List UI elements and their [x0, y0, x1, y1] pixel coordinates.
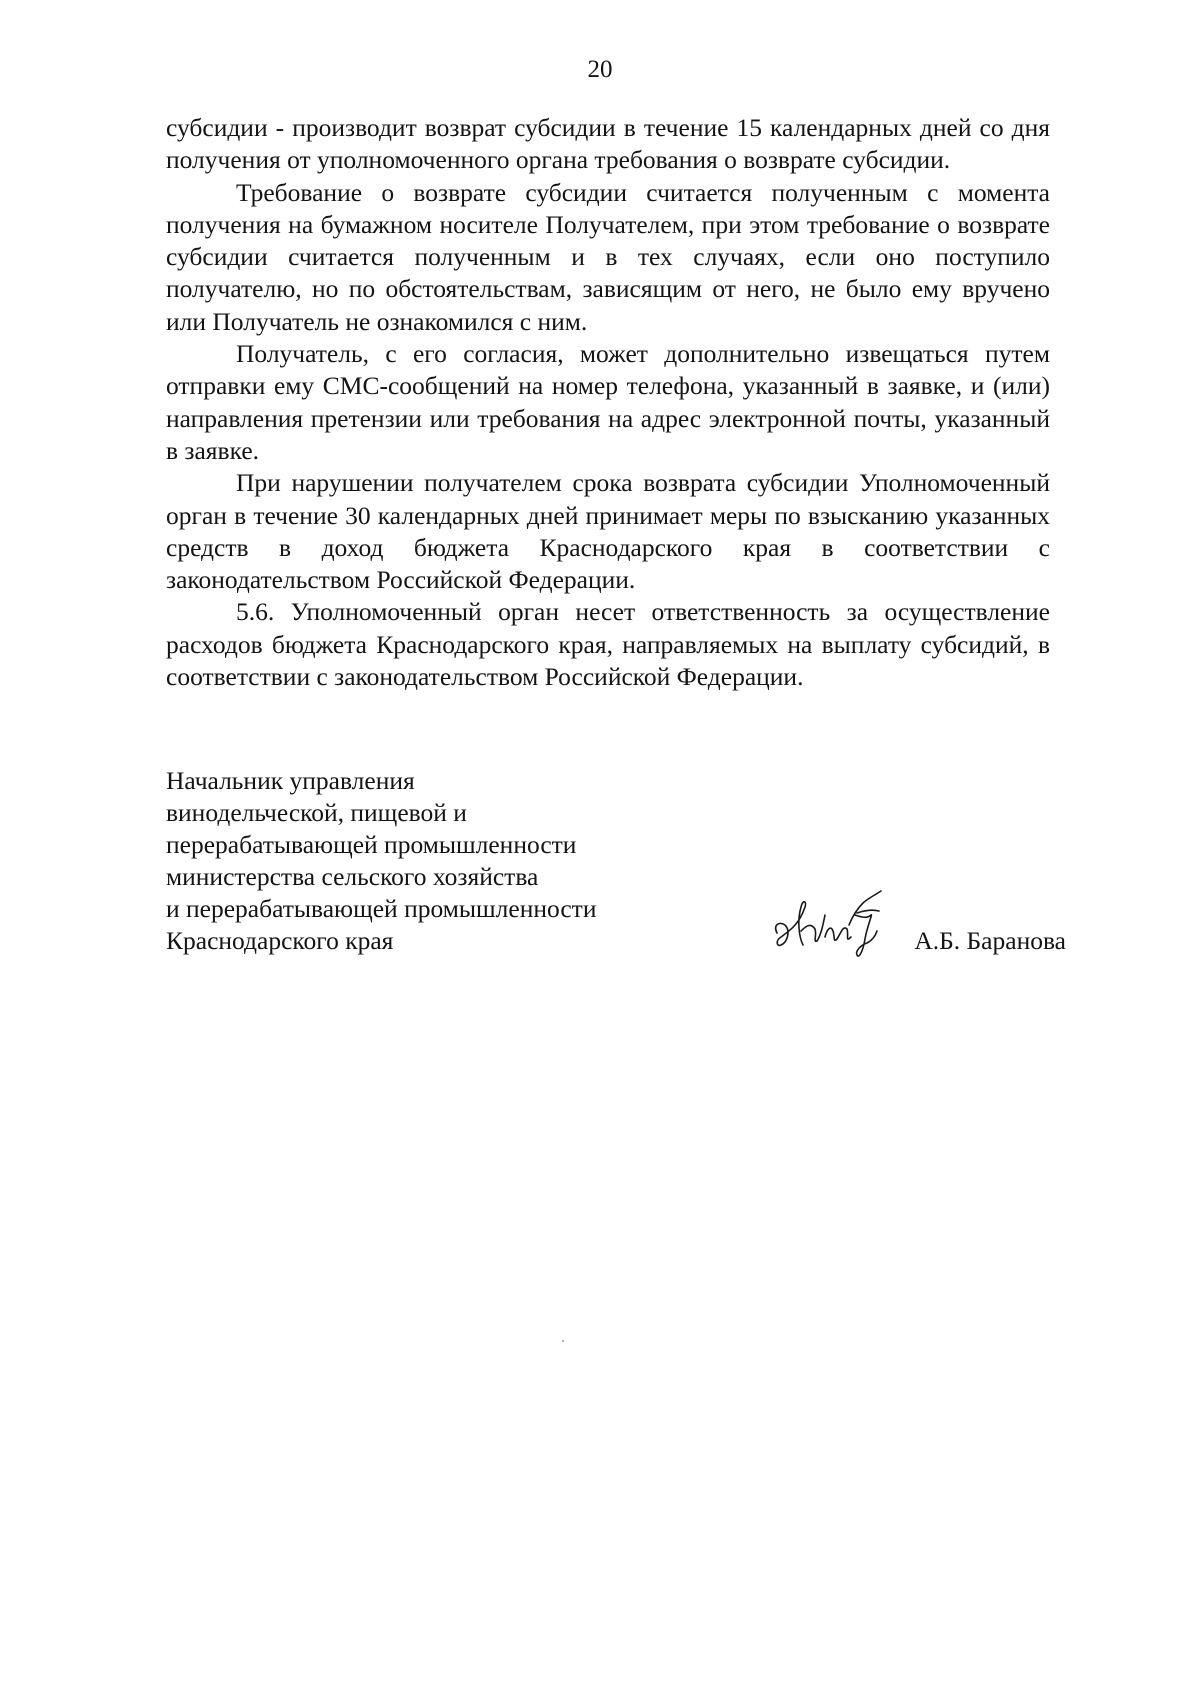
- signer-name: А.Б. Баранова: [914, 926, 1066, 955]
- signer-position-line: винодельческой, пищевой и: [166, 798, 467, 827]
- signer-position-line: Краснодарского края: [166, 926, 394, 955]
- handwritten-signature: [771, 885, 901, 965]
- signature-block: [166, 765, 1066, 965]
- scan-speck: [562, 1340, 564, 1342]
- page-number: 20: [587, 56, 613, 83]
- paragraph-continuation: субсидии - производит возврат субсидии в течение 15 календарных дней со дня получения от уполномоченного органа требования о возврате субсидии.: [166, 113, 1050, 175]
- signer-position-line: Начальник управления: [166, 766, 415, 795]
- paragraph-sms-notification: Получатель, с его согласия, может дополнительно извещаться путем отправки ему СМС-сообщений на номер телефона, указанный в заявке, и (или) направления претензии или требования на адрес электронной почты, указанный в заявке.: [166, 339, 1050, 465]
- document-body: [166, 112, 1050, 693]
- paragraph-section-5-6: 5.6. Уполномоченный орган несет ответственность за осуществление расходов бюджета Краснодарского края, направляемых на выплату субсидий, в соответствии с законодательством Российской Федерации.: [166, 597, 1050, 692]
- signer-position-line: перерабатывающей промышленности: [166, 830, 577, 859]
- signer-position-line: и перерабатывающей промышленности: [166, 894, 597, 923]
- paragraph-recovery-measures: При нарушении получателем срока возврата субсидии Уполномоченный орган в течение 30 календарных дней принимает меры по взысканию указанных средств в доход бюджета Краснодарского края в соответствии с законодательством Российской Федерации.: [166, 468, 1050, 595]
- signer-position-line: министерства сельского хозяйства: [166, 862, 539, 891]
- signer-position: [166, 765, 686, 957]
- paragraph-demand-receipt: Требование о возврате субсидии считается полученным с момента получения на бумажном носителе Получателем, при этом требование о возврате субсидии считается полученным и в тех случаях, если оно поступило получателю, но по обстоятельствам, зависящим от него, не было ему вручено или Получатель не ознакомился с ним.: [166, 177, 1050, 336]
